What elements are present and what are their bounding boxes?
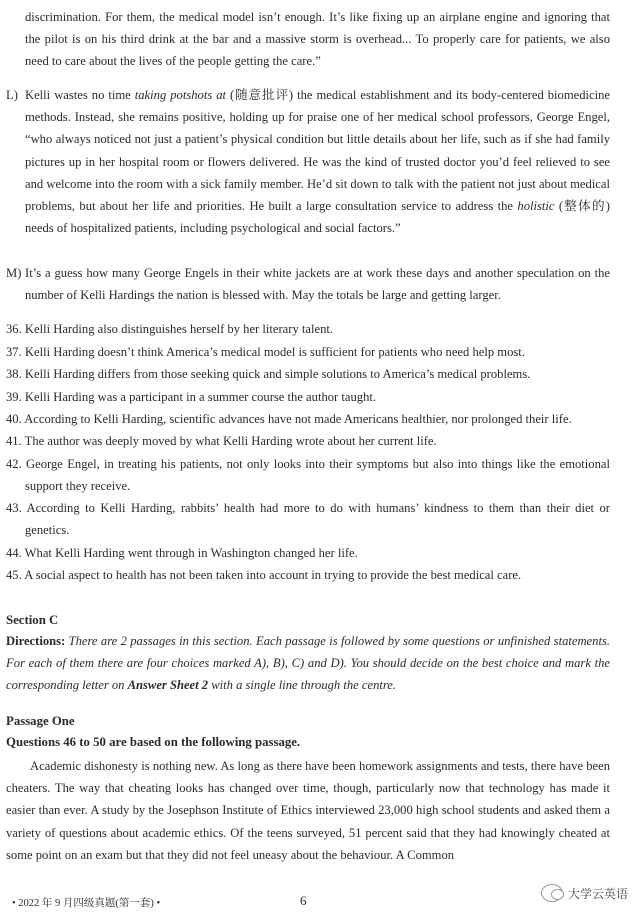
question-42: 42. George Engel, in treating his patients, not only looks into their symptoms but also into things like the emotional support they receive. (6, 457, 610, 494)
wechat-icon (541, 884, 563, 902)
page-number: 6 (300, 893, 307, 908)
footer-exam-label: • 2022 年 9 月四级真题(第一套) • (12, 898, 161, 909)
question-41: 41. The author was deeply moved by what Kelli Harding wrote about her current life. (6, 434, 437, 448)
question-39: 39. Kelli Harding was a participant in a summer course the author taught. (6, 390, 377, 404)
answer-sheet-label: Answer Sheet 2 (127, 678, 209, 693)
passage-body: Academic dishonesty is nothing new. As long as there have been homework assignments and tests, there have been cheaters. The way that cheating looks has changed over time, though, particularly now that technology has made it easier than ever. A study by the Josephson Institute of Ethics interviewed 23,000 high school students and asked them a variety of questions about academic ethics. Of the teens surveyed, 51 percent said that they had knowingly cheated at some point on an exam but that they did not feel uneasy about the behaviour. A Common (6, 759, 610, 862)
question-38: 38. Kelli Harding differs from those seeking quick and simple solutions to America’s medical problems. (6, 367, 531, 381)
question-44: 44. What Kelli Harding went through in Washington changed her life. (6, 546, 358, 560)
paragraph-L-text-1: Kelli wastes no time (25, 88, 135, 102)
directions-label: Directions: (6, 634, 66, 648)
question-36: 36. Kelli Harding also distinguishes herself by her literary talent. (6, 322, 334, 336)
watermark (541, 884, 628, 902)
paragraph-M-tag: M) (6, 266, 22, 280)
question-37: 37. Kelli Harding doesn’t think America’s medical model is sufficient for patients who need help most. (6, 345, 525, 359)
paragraph-L-holistic: holistic (517, 199, 555, 214)
paragraph-L-tag: L) (6, 88, 18, 102)
question-43: 43. According to Kelli Harding, rabbits’ health had more to do with humans’ kindness to them than their diet or genetics. (6, 501, 610, 538)
paragraph-L (6, 84, 610, 239)
passage-questions-line: Questions 46 to 50 are based on the following passage. (6, 735, 301, 749)
passage-title: Passage One (6, 714, 75, 728)
paragraph-M-text: It’s a guess how many George Engels in their white jackets are at work these days and another speculation on the number of Kelli Hardings the nation is blessed with. May the totals be large and getting larger. (25, 266, 610, 303)
paragraph-L-text-2: (随意批评) the medical establishment and its body-centered biomedicine methods. Instead, she remains positive, holding up for praise one of her medical school professors, George Engel, “who always noticed not just a patient’s physical condition but little details about her life, such as if she had family pictures up in her hospital room or flowers delivered. He was the kind of trusted doctor you’d feel relieved to see and welcome into the room with a sick family member. He’d sit down to talk with the patient not just about medical problems, but about her life and priorities. He built a large consultation service to address the (25, 88, 611, 214)
directions (6, 630, 610, 697)
question-40: 40. According to Kelli Harding, scientific advances have not made Americans healthier, nor prolonged their life. (6, 412, 572, 426)
paragraph-L-phrase: taking potshots at (134, 88, 227, 102)
directions-text-2: with a single line through the centre. (208, 678, 397, 693)
question-45: 45. A social aspect to health has not been taken into account in trying to provide the best medical care. (6, 568, 522, 582)
paragraph-L-text-3: (整体的) needs of hospitalized patients, including psychological and social factors.” (25, 199, 610, 236)
paragraph-continued: discrimination. For them, the medical model isn’t enough. It’s like fixing up an airplane engine and ignoring that the pilot is on his third drink at the bar and a massive storm is overhead... To properly care for patients, we also need to care about the lives of the people getting the care.” (25, 10, 610, 69)
directions-text-1: There are 2 passages in this section. Each passage is followed by some questions or unfinished statements. For each of them there are four choices marked A), B), C) and D). You should decide on the best choice and mark the corresponding letter on (6, 634, 610, 693)
watermark-text: 大学云英语 (567, 886, 628, 901)
paragraph-M (6, 262, 610, 306)
section-heading: Section C (6, 613, 59, 627)
